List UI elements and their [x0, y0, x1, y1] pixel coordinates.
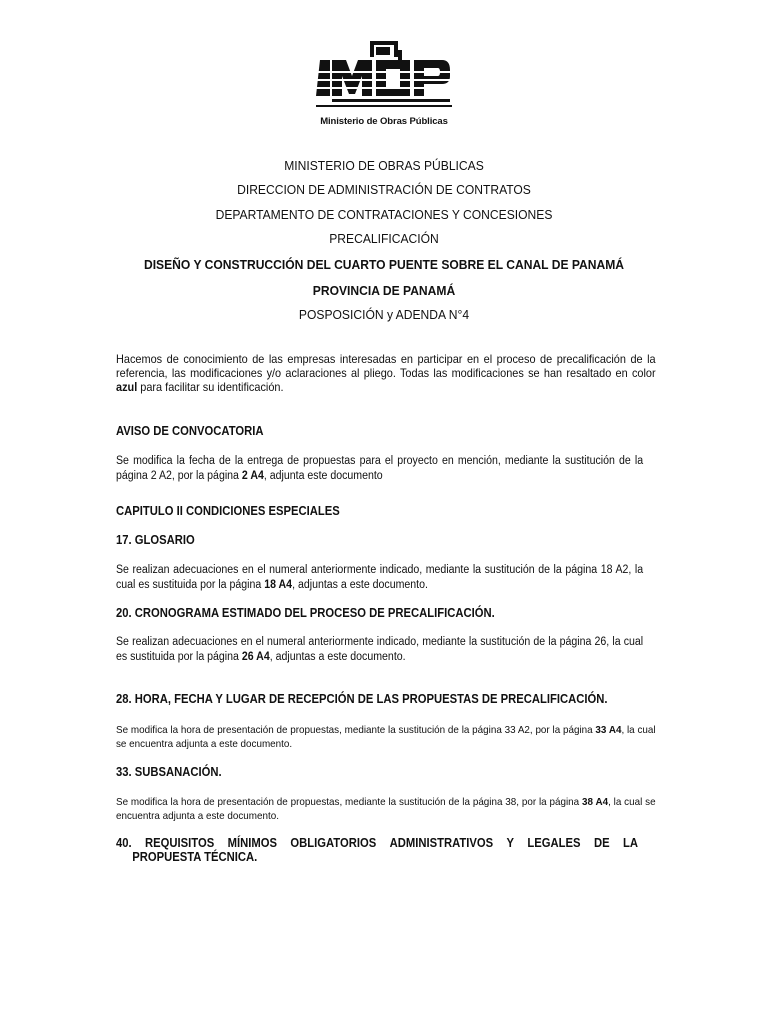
- requisitos-line1: 40. REQUISITOS MÍNIMOS OBLIGATORIOS ADMINISTRATIVOS Y LEGALES DE LA: [116, 836, 638, 850]
- section-text-hora: Se modifica la hora de presentación de propuestas, mediante la sustitución de la página 33 A2, por la página 33 A4, la cual se encuentra adjunta a este documento.: [116, 724, 656, 750]
- section-text-cronograma: Se realizan adecuaciones en el numeral anteriormente indicado, mediante la sustitución de la página 26, la cual es sustituida por la página 26 A4, adjuntas a este documento.: [116, 636, 644, 663]
- header-precalification: PRECALIFICACIÓN: [329, 231, 439, 246]
- intro-paragraph: Hacemos de conocimiento de las empresas interesadas en participar en el proceso de precalificación de la referencia, las modificaciones y/o aclaraciones al pliego. Todas las modificaciones se han resaltado en color azul para facilitar su identificación.: [116, 352, 656, 394]
- section-title-capitulo: CAPITULO II CONDICIONES ESPECIALES: [116, 504, 340, 518]
- section-title-cronograma: 20. CRONOGRAMA ESTIMADO DEL PROCESO DE PRECALIFICACIÓN.: [116, 606, 495, 620]
- requisitos-line2: PROPUESTA TÉCNICA.: [132, 850, 258, 864]
- header-province: PROVINCIA DE PANAMÁ: [312, 283, 456, 298]
- section-title-glosario: 17. GLOSARIO: [116, 533, 195, 547]
- header-ministry: MINISTERIO DE OBRAS PÚBLICAS: [284, 158, 484, 173]
- section-title-subsanacion: 33. SUBSANACIÓN.: [116, 765, 222, 779]
- header-addendum: POSPOSICIÓN y ADENDA N°4: [298, 307, 470, 322]
- mop-logo: [312, 38, 456, 130]
- section-text-glosario: Se realizan adecuaciones en el numeral anteriormente indicado, mediante la sustitución de la página 18 A2, la cual es sustituida por la página 18 A4, adjuntas a este documento.: [116, 564, 644, 591]
- section-text-subsanacion: Se modifica la hora de presentación de propuestas, mediante la sustitución de la página 38, por la página 38 A4, la cual se encuentra adjunta a este documento.: [116, 796, 656, 822]
- header-direction: DIRECCION DE ADMINISTRACIÓN DE CONTRATOS: [237, 182, 531, 197]
- section-text-aviso: Se modifica la fecha de la entrega de propuestas para el proyecto en mención, mediante la sustitución de la página 2 A2, por la página 2 A4, adjunta este documento: [116, 455, 644, 482]
- header-project-title: DISEÑO Y CONSTRUCCIÓN DEL CUARTO PUENTE SOBRE EL CANAL DE PANAMÁ: [143, 257, 625, 272]
- intro-highlight: azul: [116, 380, 138, 394]
- bulldozer-logo-icon: [312, 38, 456, 114]
- logo-caption: Ministerio de Obras Públicas: [320, 116, 448, 127]
- section-title-requisitos: [116, 836, 647, 864]
- header-department: DEPARTAMENTO DE CONTRATACIONES Y CONCESIONES: [215, 207, 553, 222]
- section-title-hora: 28. HORA, FECHA Y LUGAR DE RECEPCIÓN DE LAS PROPUESTAS DE PRECALIFICACIÓN.: [116, 692, 608, 706]
- section-title-aviso: AVISO DE CONVOCATORIA: [116, 424, 264, 438]
